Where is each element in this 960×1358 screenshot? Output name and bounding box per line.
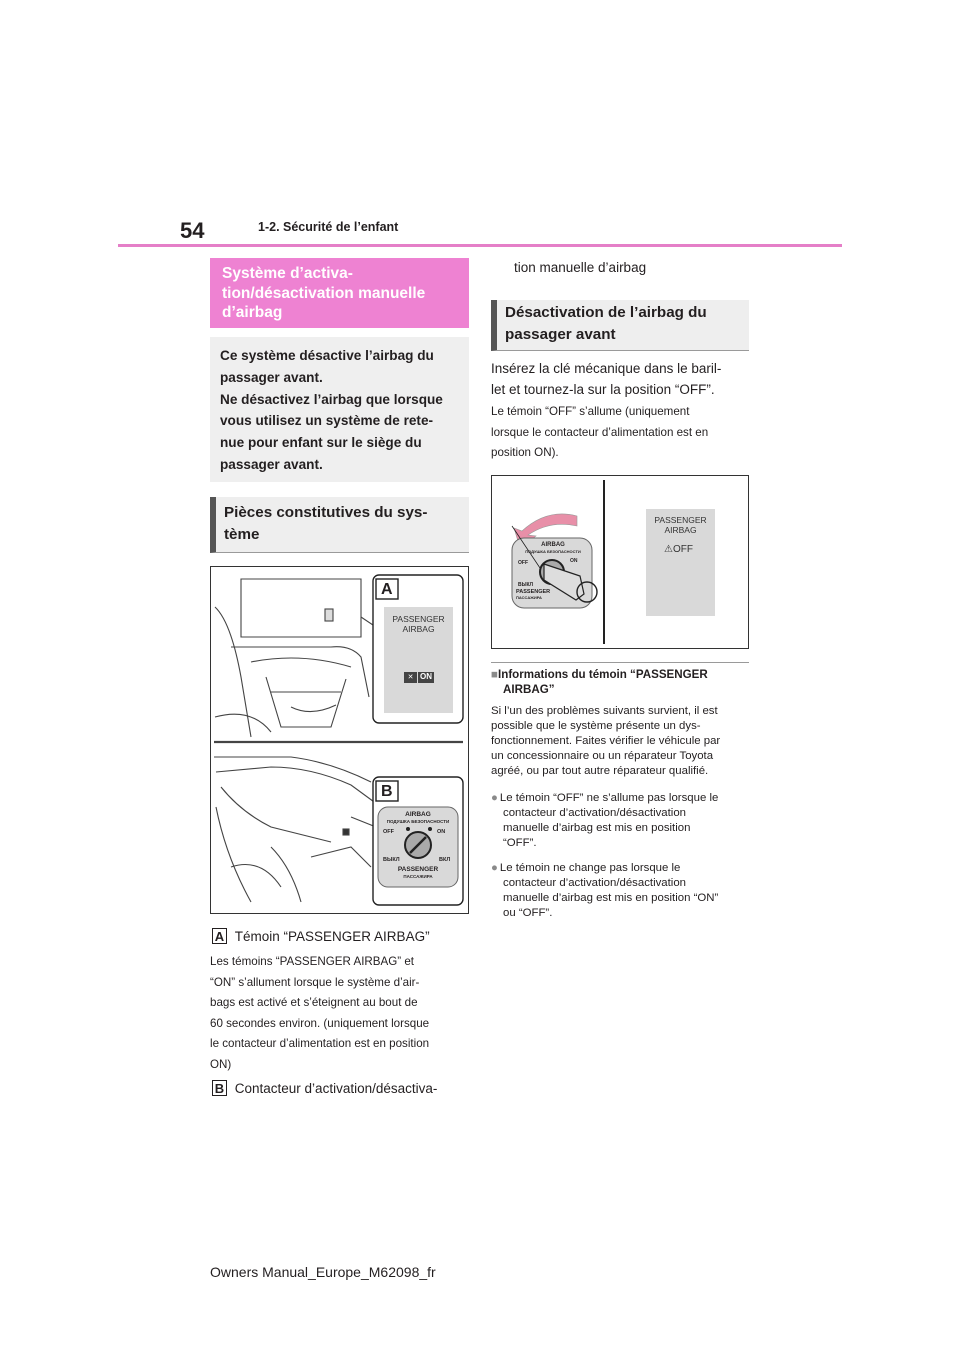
square-bullet-icon: ■ (491, 668, 499, 681)
switch-top-labels: AIRBAG ПОДУШКА БЕЗОПАСНОСТИ (386, 811, 450, 824)
footer-text: Owners Manual_Europe_M62098_fr (210, 1264, 436, 1280)
section-heading-components: Pièces constitutives du sys- tème (210, 497, 469, 553)
key-switch-vykl-label: ВЫКЛ (518, 582, 534, 588)
switch-off-label: OFF (383, 829, 394, 835)
info-divider (491, 662, 749, 663)
key-switch-off-label: OFF (518, 560, 528, 566)
key-switch-on-label: ON (570, 558, 578, 564)
info-heading: ■Informations du témoin “PASSENGER AIRBAG” (491, 668, 708, 696)
item-a-description: Les témoins “PASSENGER AIRBAG” et “ON” s’allument lorsque le système d’air- bags est activé et s’éteignent au bout de 60 secondes environ. (uniquement lorsque le contacteur d’alimentation est en position ON) (210, 955, 430, 1071)
airbag-off-symbol-icon: ✕ (407, 674, 414, 681)
item-a-label: A (212, 928, 227, 944)
intro-text: Ce système désactive l’airbag du passager avant. Ne désactivez l’airbag que lorsque vous utilisez un système de rete- nue pour enfant sur le siège du passager avant. (220, 348, 443, 472)
item-b-continuation: tion manuelle d’airbag (514, 260, 647, 275)
switch-on-label: ON (437, 829, 446, 835)
info-bullet-2: ● Le témoin ne change pas lorsque le contacteur d’activation/désactivation manuelle d’airbag est mis en position “ON” ou “OFF”. (491, 862, 719, 919)
chapter-title: Système d’activa-tion/désactivation manuelle d’airbag (222, 265, 426, 321)
item-a (212, 926, 430, 947)
item-b-label: B (212, 1080, 227, 1096)
page-number: 54 (180, 218, 205, 243)
item-a-title: Témoin “PASSENGER AIRBAG” (234, 929, 430, 944)
key-switch-top-labels: AIRBAG ПОДУШКА БЕЗОПАСНОСТИ (525, 542, 581, 554)
info-text: Si l’un des problèmes suivants survient, il est possible que le système présente un dys- fonctionnement. Faites vérifier le véhicule par un concessionnaire ou un réparateur Toyota agréé, ou par tout autre réparateur qualifié. (491, 705, 721, 777)
section-heading-deactivation: Désactivation de l’airbag du passager avant (491, 300, 749, 351)
key-switch-illustration (492, 476, 748, 648)
indicator-panel-text: PASSENGER AIRBAG (392, 614, 445, 634)
item-b (212, 1078, 437, 1099)
switch-vkl-label: ВКЛ (439, 857, 451, 863)
round-bullet-icon: ● (491, 862, 498, 874)
info-bullet-1: ● Le témoin “OFF” ne s’allume pas lorsque le contacteur d’activation/désactivation manuelle d’airbag est mis en position “OFF”. (491, 792, 719, 849)
components-figure (210, 566, 469, 914)
figure-label-b: B (381, 783, 393, 800)
key-switch-bottom-labels: PASSENGER ПАССАЖИРА (516, 589, 551, 600)
off-indicator: ⚠OFF (664, 544, 693, 555)
deactivation-note: Le témoin “OFF” s’allume (uniquement lorsque le contacteur d’alimentation est en position ON). (491, 405, 709, 460)
item-b-title: Contacteur d’activation/désactiva- (234, 1081, 438, 1096)
header-rule (118, 244, 842, 247)
switch-bottom-labels: PASSENGER ПАССАЖИРА (397, 866, 439, 879)
switch-vykl-label: ВЫКЛ (383, 857, 400, 863)
deactivation-instruction: Insérez la clé mécanique dans le baril- let et tournez-la sur la position “OFF”. (491, 361, 722, 397)
airbag-seat-icon: ⚠ (664, 544, 673, 555)
round-bullet-icon: ● (491, 792, 498, 804)
off-indicator-panel-text: PASSENGER AIRBAG (654, 515, 707, 535)
on-indicator: ON (420, 672, 432, 681)
section-breadcrumb: 1-2. Sécurité de l’enfant (258, 220, 399, 234)
deactivation-figure (491, 475, 749, 649)
figure-label-a: A (381, 581, 393, 598)
